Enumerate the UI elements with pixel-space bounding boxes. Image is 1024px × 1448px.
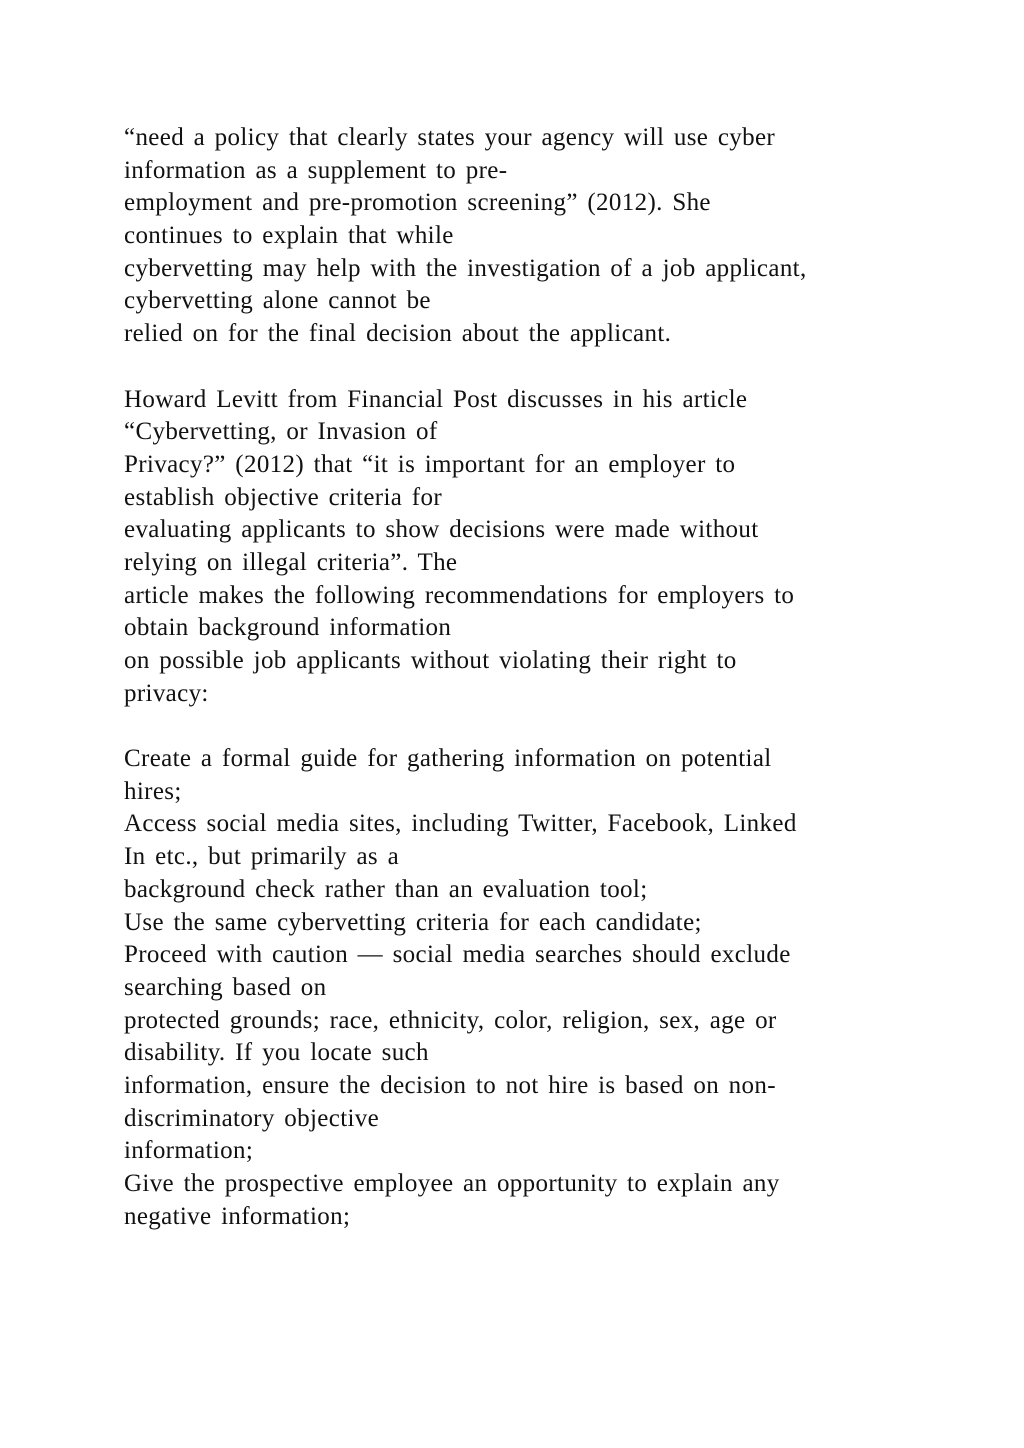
- text-line: information;: [124, 1137, 254, 1165]
- text-line: disability. If you locate such: [124, 1039, 429, 1067]
- text-line: background check rather than an evaluation tool;: [124, 875, 648, 903]
- paragraph-recommendations: [124, 743, 924, 1233]
- text-line: continues to explain that while: [124, 222, 454, 250]
- text-line: article makes the following recommendations for employers to: [124, 581, 795, 609]
- text-line: Give the prospective employee an opportunity to explain any: [124, 1170, 780, 1197]
- text-line: obtain background information: [124, 614, 452, 642]
- text-line: Proceed with caution — social media searches should exclude: [124, 941, 791, 969]
- text-line: Howard Levitt from Financial Post discusses in his article: [124, 385, 748, 413]
- text-line: hires;: [124, 777, 182, 805]
- paragraph-spacer: [124, 351, 924, 384]
- text-line: negative information;: [124, 1202, 351, 1230]
- text-line: cybervetting may help with the investigation of a job applicant,: [124, 254, 807, 282]
- text-line: establish objective criteria for: [124, 483, 442, 511]
- text-line: relied on for the final decision about the applicant.: [124, 320, 672, 348]
- text-line: employment and pre-promotion screening” (2012). She: [124, 189, 711, 217]
- text-line: on possible job applicants without violating their right to: [124, 647, 737, 674]
- document-body: [124, 122, 924, 1233]
- text-line: “Cybervetting, or Invasion of: [124, 418, 438, 446]
- text-line: Privacy?” (2012) that “it is important for an employer to: [124, 450, 736, 478]
- text-line: discriminatory objective: [124, 1104, 380, 1132]
- paragraph-policy-quote: [124, 122, 924, 351]
- text-line: Create a formal guide for gathering information on potential: [124, 745, 772, 773]
- paragraph-levitt-article: [124, 384, 924, 711]
- paragraph-spacer: [124, 710, 924, 743]
- text-line: Use the same cybervetting criteria for each candidate;: [124, 908, 702, 936]
- text-line: evaluating applicants to show decisions were made without: [124, 516, 759, 544]
- text-line: “need a policy that clearly states your agency will use cyber: [124, 124, 776, 151]
- text-line: Access social media sites, including Twitter, Facebook, Linked: [124, 810, 797, 838]
- text-line: searching based on: [124, 973, 327, 1001]
- text-line: cybervetting alone cannot be: [124, 287, 431, 315]
- text-line: information, ensure the decision to not hire is based on non-: [124, 1071, 776, 1099]
- text-line: relying on illegal criteria”. The: [124, 548, 458, 576]
- text-line: In etc., but primarily as a: [124, 843, 400, 871]
- text-line: privacy:: [124, 679, 209, 707]
- text-line: information as a supplement to pre-: [124, 156, 508, 184]
- text-line: protected grounds; race, ethnicity, color, religion, sex, age or: [124, 1006, 777, 1034]
